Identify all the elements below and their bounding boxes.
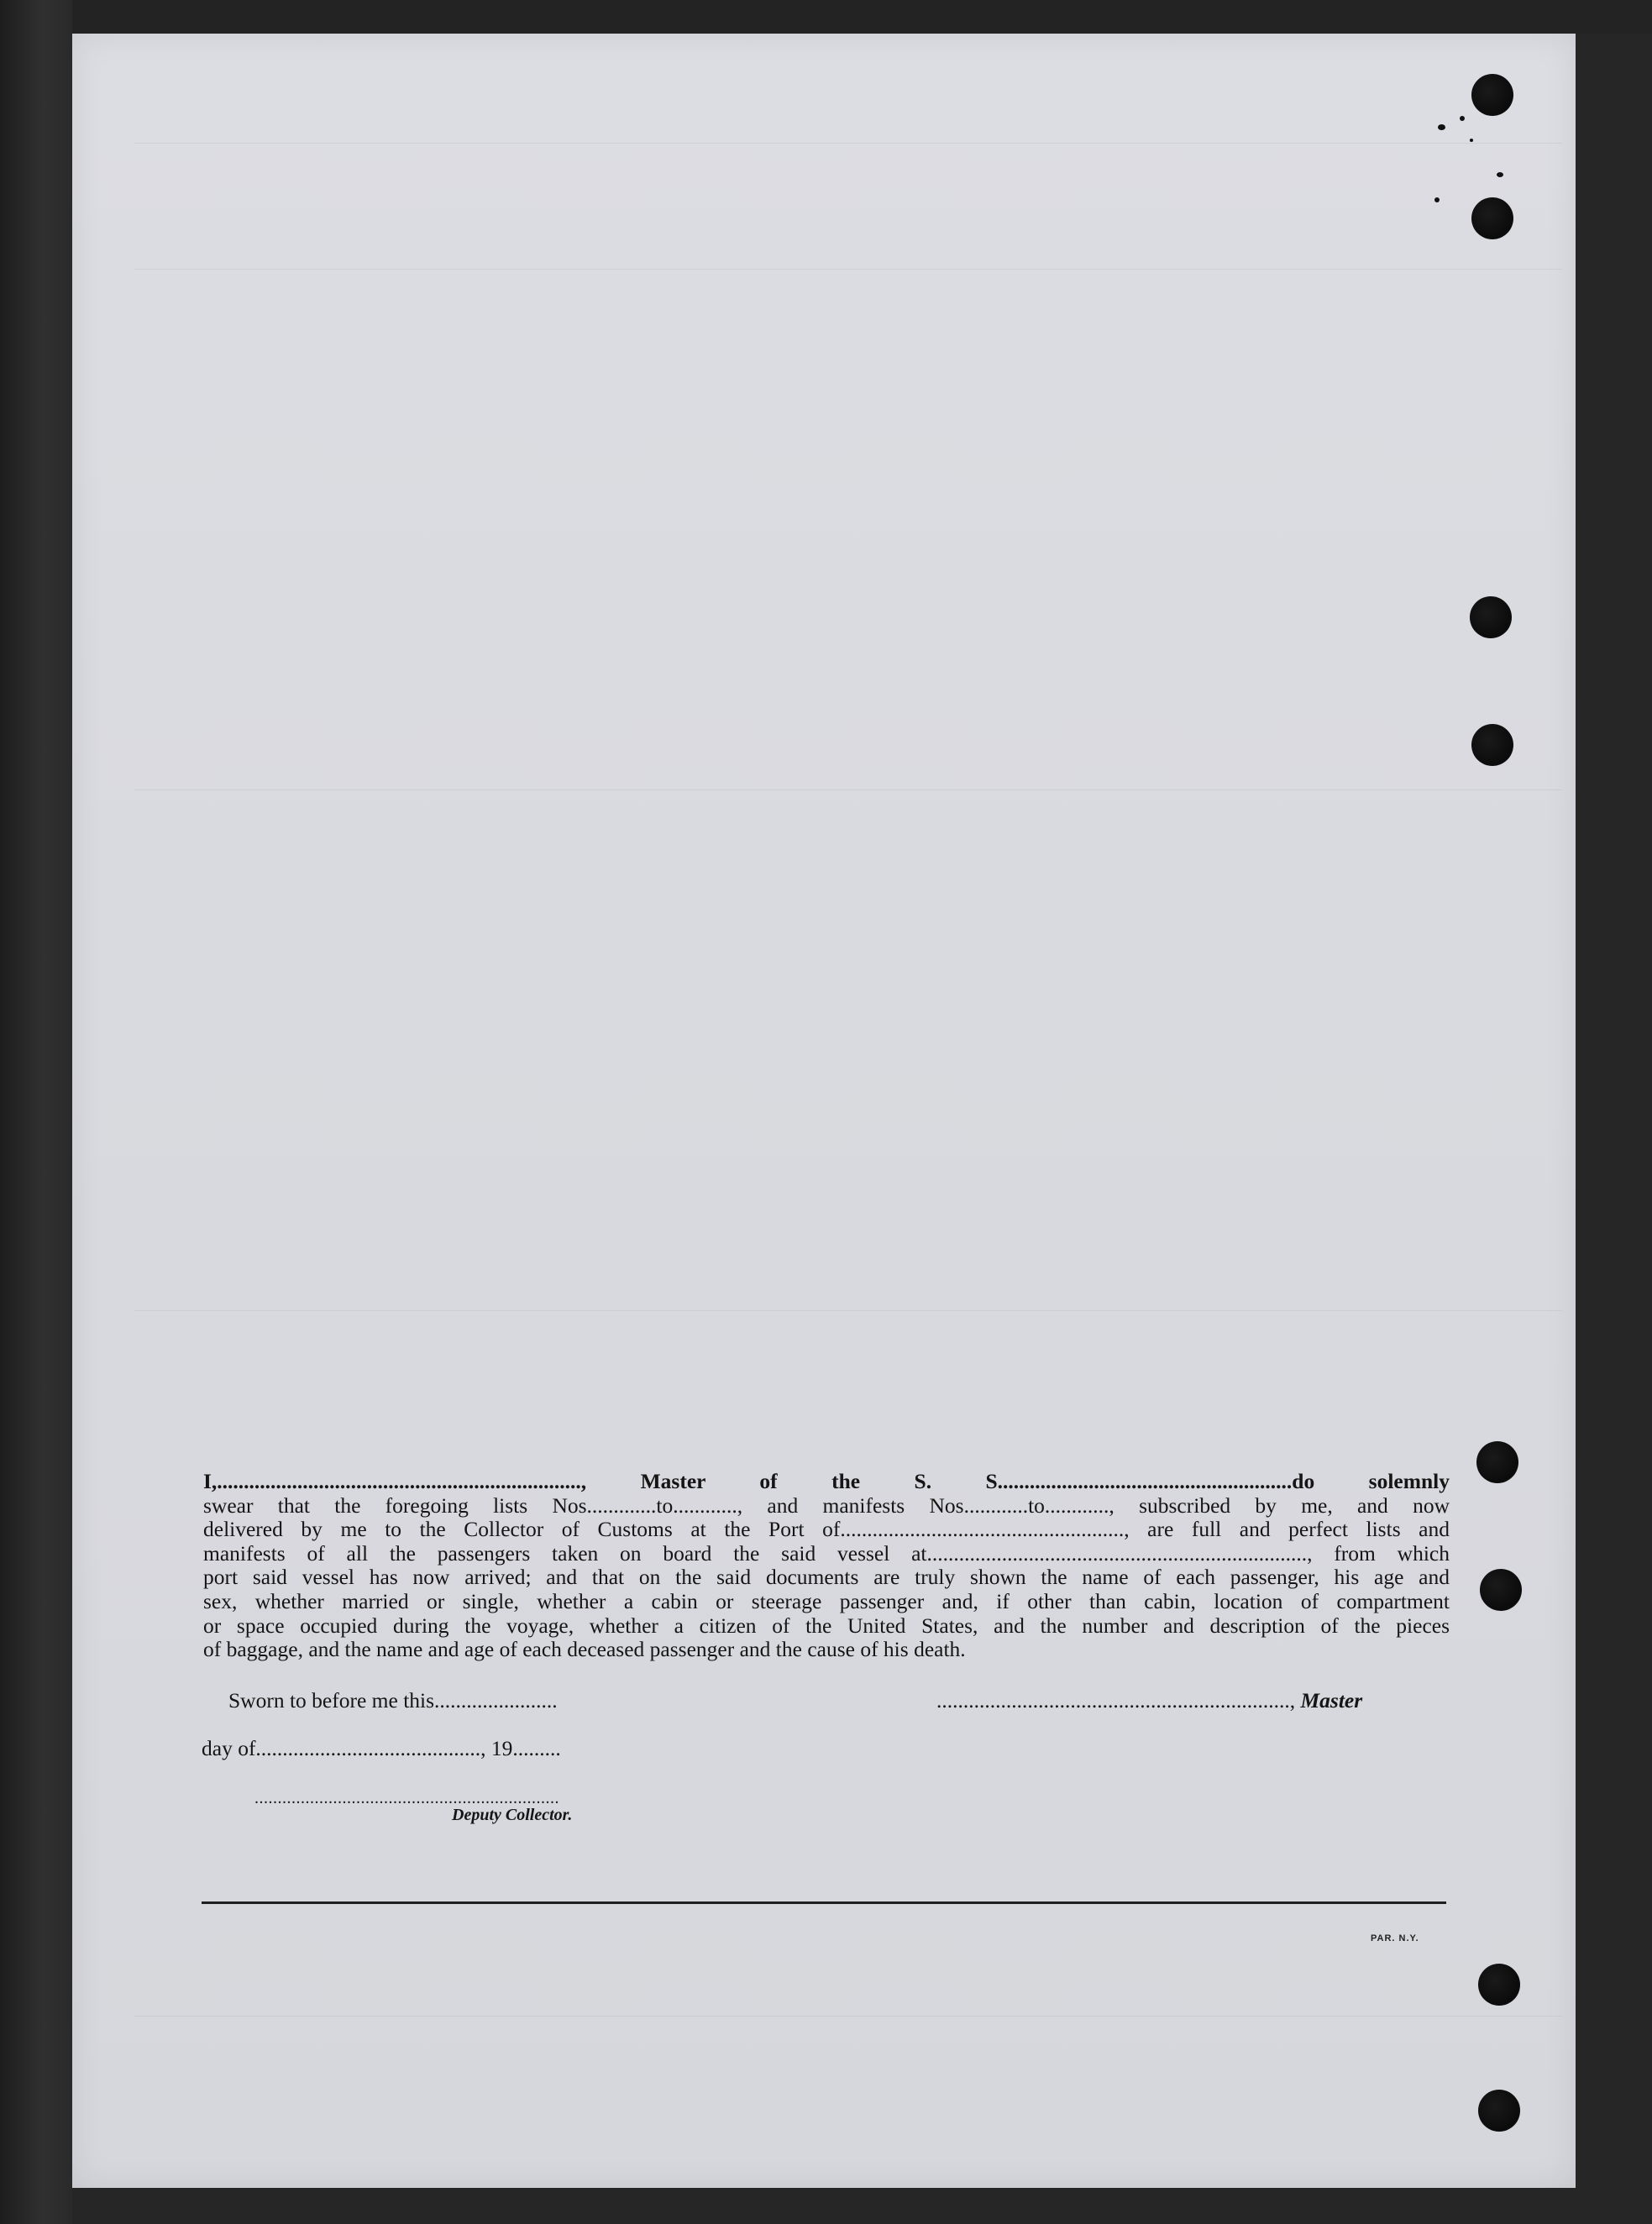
bleed-through-line bbox=[134, 789, 1562, 790]
punch-hole-icon bbox=[1470, 596, 1512, 638]
day-of-line: day of.........................................., 19......... bbox=[202, 1736, 561, 1760]
punch-hole-icon bbox=[1478, 1964, 1520, 2006]
bleed-through-line bbox=[134, 1310, 1562, 1311]
ink-speck bbox=[1438, 124, 1445, 130]
oath-line-5: port said vessel has now arrived; and that on the said documents are truly shown the name of each passenger, his age and bbox=[203, 1565, 1450, 1590]
sworn-before-me-line: Sworn to before me this....................... bbox=[228, 1688, 558, 1713]
bleed-through-line bbox=[134, 143, 1562, 144]
master-signature-dots: .................................................................., bbox=[936, 1688, 1296, 1713]
oath-line-2: swear that the foregoing lists Nos.............to............, and manifests Nos............to............, subscribed by me, and now bbox=[203, 1492, 1450, 1518]
scan-top-edge bbox=[0, 0, 1652, 34]
master-signature-line bbox=[936, 1688, 1362, 1713]
document-page bbox=[72, 34, 1576, 2188]
punch-hole-icon bbox=[1471, 197, 1513, 239]
printer-mark: PAR. N.Y. bbox=[1371, 1933, 1419, 1943]
master-oath-paragraph bbox=[203, 1470, 1450, 1662]
footer-rule bbox=[202, 1901, 1446, 1904]
oath-line-8: of baggage, and the name and age of each deceased passenger and the cause of his death. bbox=[203, 1637, 966, 1662]
oath-line-7: or space occupied during the voyage, whether a citizen of the United States, and the number and description of the pieces bbox=[203, 1613, 1450, 1638]
ink-speck bbox=[1497, 172, 1503, 177]
oath-line-6: sex, whether married or single, whether a cabin or steerage passenger and, if other than cabin, location of compartment bbox=[203, 1588, 1450, 1613]
bleed-through-line bbox=[134, 2016, 1562, 2017]
oath-line-4: manifests of all the passengers taken on board the said vessel at......................................................................., from which bbox=[203, 1540, 1450, 1566]
deputy-signature-dots: .................................................................. bbox=[254, 1789, 559, 1807]
punch-hole-icon bbox=[1471, 724, 1513, 766]
ink-speck bbox=[1470, 139, 1473, 142]
punch-hole-icon bbox=[1478, 2090, 1520, 2132]
deputy-collector-label: Deputy Collector. bbox=[452, 1806, 573, 1824]
oath-line-1: I,...................................................................., Master of the S. S.......................................................do solemnly bbox=[203, 1469, 1450, 1493]
scan-left-edge bbox=[0, 0, 72, 2224]
punch-hole-icon bbox=[1480, 1569, 1522, 1611]
oath-line-3: delivered by me to the Collector of Customs at the Port of....................................................., are full and perfect lists and bbox=[203, 1517, 1450, 1542]
ink-speck bbox=[1434, 197, 1440, 202]
punch-hole-icon bbox=[1471, 74, 1513, 116]
punch-hole-icon bbox=[1476, 1441, 1518, 1483]
ink-speck bbox=[1460, 116, 1465, 121]
bleed-through-line bbox=[134, 269, 1562, 270]
master-label: Master bbox=[1300, 1688, 1363, 1713]
